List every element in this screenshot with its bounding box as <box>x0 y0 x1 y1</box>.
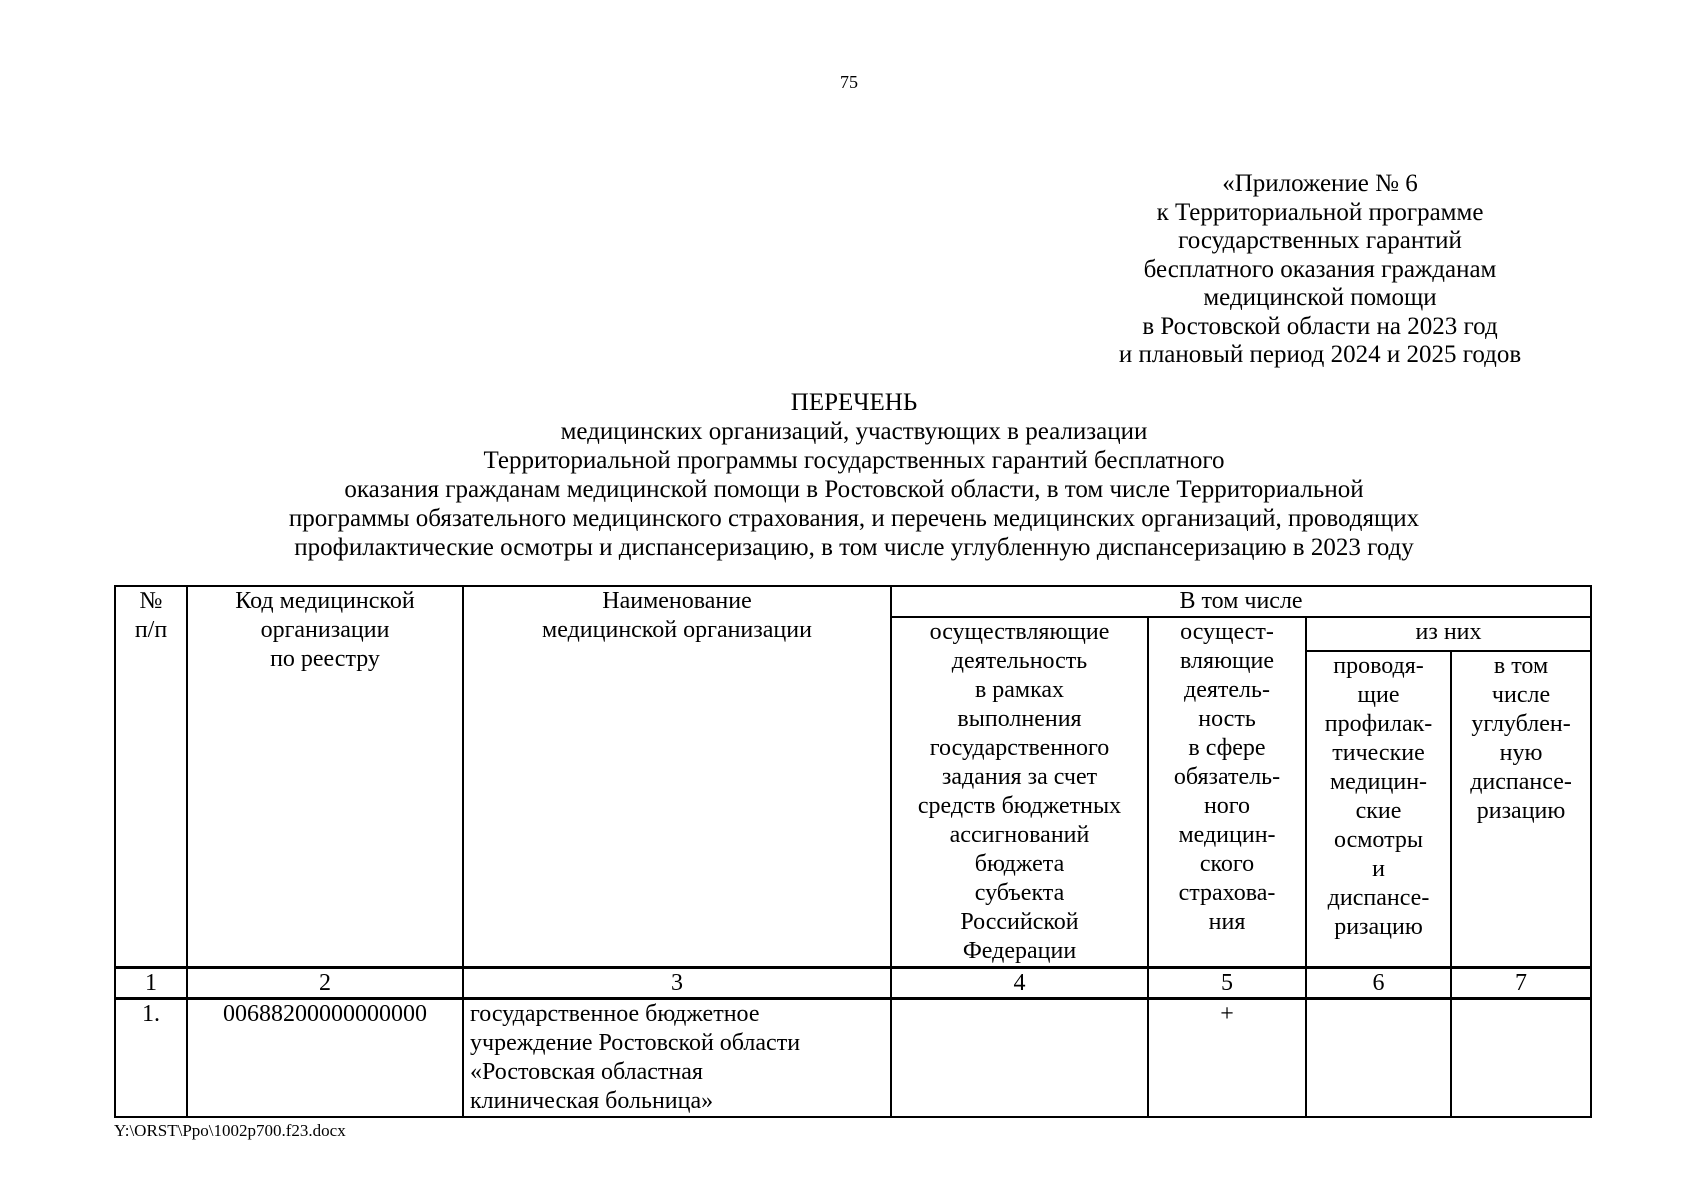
organizations-table <box>114 585 1592 1118</box>
file-path-footer: Y:\ORST\Ppo\1002p700.f23.docx <box>114 1121 346 1140</box>
header-including: В том числе <box>891 586 1591 617</box>
column-number: 4 <box>891 968 1148 999</box>
header-oms: осущест- вляющие деятель- ность в сфере обязатель- ного медицин- ского страхова- ния <box>1148 617 1306 968</box>
row-code: 00688200000000000 <box>187 999 463 1118</box>
column-number: 3 <box>463 968 891 999</box>
row-org-name: государственное бюджетное учреждение Ростовской области «Ростовская областная клиническая больница» <box>463 999 891 1118</box>
table-row <box>115 999 1591 1118</box>
appendix-line: медицинской помощи <box>1203 284 1437 311</box>
appendix-line: к Территориальной программе <box>1156 198 1484 226</box>
header-of-them: из них <box>1306 617 1591 651</box>
row-oms-mark: + <box>1148 999 1306 1118</box>
header-code: Код медицинской организации по реестру <box>187 586 463 968</box>
header-number: № п/п <box>115 586 187 968</box>
row-state-task-mark <box>891 999 1148 1118</box>
row-preventive-mark <box>1306 999 1451 1118</box>
header-state-task: осуществляющие деятельность в рамках выполнения государственного задания за счет средств бюджетных ассигнований бюджета субъекта Российской Федерации <box>891 617 1148 968</box>
row-in-depth-mark <box>1451 999 1591 1118</box>
document-title: ПЕРЕЧЕНЬ <box>790 389 918 416</box>
appendix-line: «Приложение № 6 <box>1222 170 1418 197</box>
page-number: 75 <box>840 72 858 92</box>
heading-line: оказания гражданам медицинской помощи в Ростовской области, в том числе Территориальной <box>344 476 1364 503</box>
column-number: 7 <box>1451 968 1591 999</box>
heading-line: профилактические осмотры и диспансеризацию, в том числе углубленную диспансеризацию в 2023 году <box>294 534 1414 561</box>
header-name: Наименование медицинской организации <box>463 586 891 968</box>
heading-line: программы обязательного медицинского страхования, и перечень медицинских организаций, проводящих <box>288 505 1420 532</box>
column-number: 2 <box>187 968 463 999</box>
appendix-line: и плановый период 2024 и 2025 годов <box>1118 341 1522 368</box>
document-heading <box>90 388 1618 562</box>
header-row <box>115 586 1591 617</box>
header-preventive: проводя- щие профилак- тические медицин- ские осмотры и диспансе- ризацию <box>1306 651 1451 968</box>
heading-line: Территориальной программы государственных гарантий бесплатного <box>483 447 1225 474</box>
column-number: 6 <box>1306 968 1451 999</box>
heading-line: медицинских организаций, участвующих в реализации <box>560 418 1148 445</box>
row-number: 1. <box>115 999 187 1118</box>
appendix-line: в Ростовской области на 2023 год <box>1142 312 1498 340</box>
header-in-depth: в том числе углублен- ную диспансе- ризацию <box>1451 651 1591 968</box>
appendix-line: бесплатного оказания гражданам <box>1143 255 1497 283</box>
column-number-row <box>115 968 1591 999</box>
column-number: 1 <box>115 968 187 999</box>
appendix-reference <box>1060 170 1580 370</box>
appendix-line: государственных гарантий <box>1178 227 1462 254</box>
column-number: 5 <box>1148 968 1306 999</box>
